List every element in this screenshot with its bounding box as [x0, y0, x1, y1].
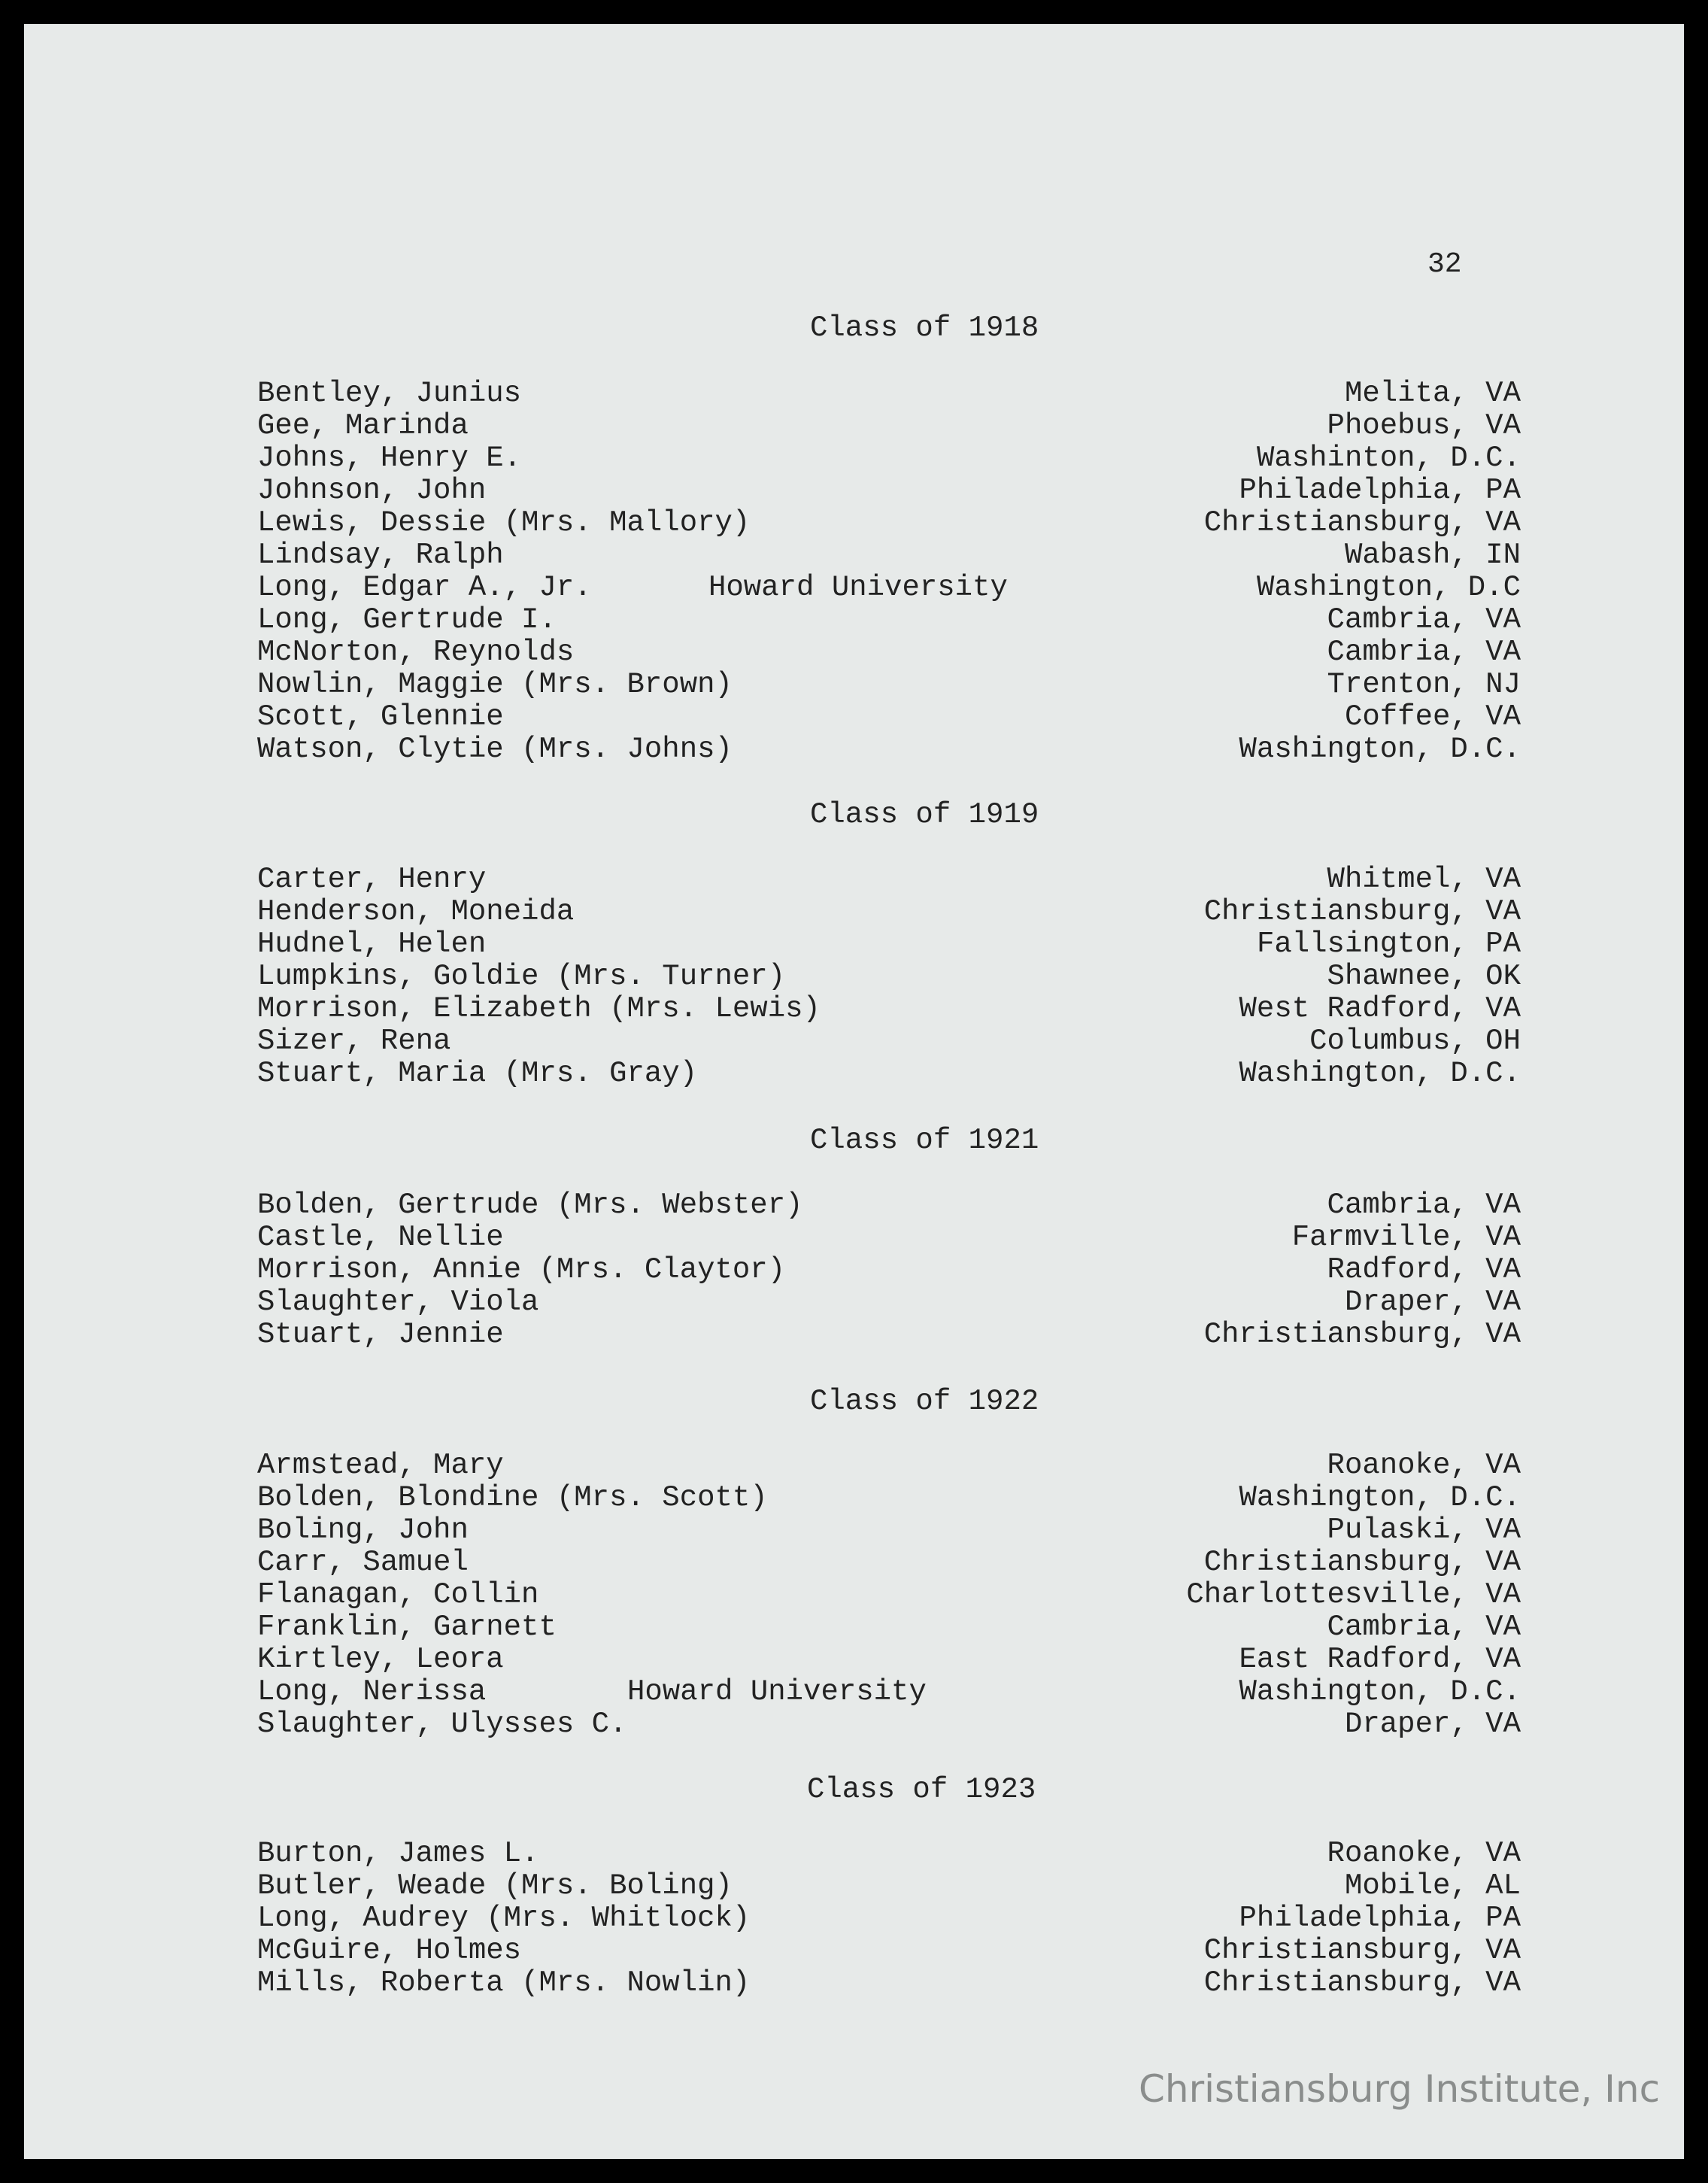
- list-item: [257, 1189, 1521, 1222]
- graduate-name: Carr, Samuel: [257, 1546, 469, 1579]
- list-item: [257, 701, 1521, 733]
- list-item: [257, 1286, 1521, 1319]
- graduate-name: Johnson, John: [257, 474, 487, 507]
- list-item: [257, 928, 1521, 961]
- section-heading: Class of 1919: [810, 798, 1039, 831]
- graduate-name: Bolden, Gertrude (Mrs. Webster): [257, 1189, 803, 1222]
- list-item: [257, 993, 1521, 1025]
- list-item: [257, 507, 1521, 539]
- graduate-location: Fallsington, PA: [1256, 928, 1521, 961]
- graduate-name: Armstead, Mary: [257, 1449, 504, 1482]
- list-item: [257, 1579, 1521, 1611]
- list-item: [257, 410, 1521, 442]
- list-item: [257, 1838, 1521, 1870]
- graduate-name: McGuire, Holmes: [257, 1934, 522, 1967]
- list-item: [257, 961, 1521, 993]
- graduate-location: Wabash, IN: [1344, 539, 1521, 572]
- list-item: [257, 1547, 1521, 1579]
- graduate-location: Whitmel, VA: [1327, 863, 1521, 896]
- graduate-name: Nowlin, Maggie (Mrs. Brown): [257, 668, 733, 701]
- section-heading: Class of 1922: [810, 1385, 1039, 1418]
- graduate-location: Charlottesville, VA: [1186, 1578, 1521, 1611]
- graduate-name: McNorton, Reynolds: [257, 636, 575, 669]
- graduate-name: Stuart, Jennie: [257, 1318, 504, 1351]
- graduate-location: Mobile, AL: [1344, 1869, 1521, 1902]
- graduate-location: East Radford, VA: [1239, 1643, 1521, 1676]
- graduate-name: Watson, Clytie (Mrs. Johns): [257, 733, 733, 766]
- graduate-name: Johns, Henry E.: [257, 442, 522, 475]
- list-item: [257, 733, 1521, 766]
- graduate-name: Bolden, Blondine (Mrs. Scott): [257, 1481, 768, 1514]
- graduate-location: West Radford, VA: [1239, 992, 1521, 1025]
- graduate-location: Cambria, VA: [1327, 603, 1521, 636]
- graduate-location: Columbus, OH: [1309, 1025, 1521, 1058]
- graduate-location: Draper, VA: [1344, 1708, 1521, 1741]
- graduate-location: Phoebus, VA: [1327, 409, 1521, 442]
- graduate-location: Christiansburg, VA: [1203, 506, 1521, 539]
- list-item: [257, 1514, 1521, 1547]
- graduate-location: Pulaski, VA: [1327, 1514, 1521, 1547]
- graduate-name: Boling, John: [257, 1514, 469, 1547]
- list-item: [257, 1644, 1521, 1676]
- graduate-location: Christiansburg, VA: [1203, 895, 1521, 928]
- graduate-location: Washington, D.C.: [1239, 733, 1521, 766]
- graduate-institution: Howard University: [627, 1675, 927, 1708]
- graduate-location: Washington, D.C: [1256, 571, 1521, 604]
- list-item: [257, 1935, 1521, 1967]
- graduate-name: Butler, Weade (Mrs. Boling): [257, 1869, 733, 1902]
- graduate-name: Hudnel, Helen: [257, 928, 487, 961]
- graduate-name: Castle, Nellie: [257, 1221, 504, 1254]
- graduate-location: Roanoke, VA: [1327, 1449, 1521, 1482]
- graduate-name: Carter, Henry: [257, 863, 487, 896]
- list-item: [257, 1319, 1521, 1351]
- graduate-location: Christiansburg, VA: [1203, 1318, 1521, 1351]
- list-item: [257, 1058, 1521, 1090]
- list-item: [257, 896, 1521, 928]
- graduate-location: Draper, VA: [1344, 1286, 1521, 1319]
- list-item: [257, 1254, 1521, 1286]
- graduate-name: Long, Gertrude I.: [257, 603, 557, 636]
- graduate-name: Bentley, Junius: [257, 377, 522, 410]
- graduate-location: Trenton, NJ: [1327, 668, 1521, 701]
- graduate-location: Philadelphia, PA: [1239, 474, 1521, 507]
- graduate-name: Lumpkins, Goldie (Mrs. Turner): [257, 960, 786, 993]
- graduate-name: Gee, Marinda: [257, 409, 469, 442]
- graduate-location: Melita, VA: [1344, 377, 1521, 410]
- graduate-name: Stuart, Maria (Mrs. Gray): [257, 1057, 698, 1090]
- graduate-location: Radford, VA: [1327, 1253, 1521, 1286]
- list-item: [257, 604, 1521, 636]
- section-heading: Class of 1923: [807, 1773, 1036, 1806]
- graduate-location: Washington, D.C.: [1239, 1675, 1521, 1708]
- graduate-location: Christiansburg, VA: [1203, 1934, 1521, 1967]
- graduate-name: Morrison, Elizabeth (Mrs. Lewis): [257, 992, 821, 1025]
- graduate-location: Christiansburg, VA: [1203, 1966, 1521, 1999]
- graduate-name: Lewis, Dessie (Mrs. Mallory): [257, 506, 751, 539]
- graduate-name: Henderson, Moneida: [257, 895, 575, 928]
- page-number: 32: [1427, 248, 1462, 281]
- graduate-location: Cambria, VA: [1327, 1189, 1521, 1222]
- list-item: [257, 1611, 1521, 1644]
- list-item: [257, 864, 1521, 896]
- graduate-name: Kirtley, Leora: [257, 1643, 504, 1676]
- list-item: [257, 1222, 1521, 1254]
- graduate-institution: Howard University: [708, 571, 1008, 604]
- list-item: [257, 1967, 1521, 1999]
- graduate-location: Farmville, VA: [1291, 1221, 1521, 1254]
- list-item: [257, 475, 1521, 507]
- list-item: [257, 636, 1521, 669]
- section-heading: Class of 1918: [810, 311, 1039, 345]
- section-heading: Class of 1921: [810, 1124, 1039, 1157]
- graduate-name: Slaughter, Ulysses C.: [257, 1708, 627, 1741]
- list-item: [257, 1025, 1521, 1058]
- graduate-location: Philadelphia, PA: [1239, 1902, 1521, 1935]
- graduate-name: Mills, Roberta (Mrs. Nowlin): [257, 1966, 751, 1999]
- graduate-name: Sizer, Rena: [257, 1025, 451, 1058]
- graduate-location: Shawnee, OK: [1327, 960, 1521, 993]
- document-page: [24, 24, 1684, 2159]
- graduate-name: Slaughter, Viola: [257, 1286, 539, 1319]
- graduate-name: Long, Nerissa: [257, 1675, 487, 1708]
- list-item: [257, 1482, 1521, 1514]
- graduate-name: Franklin, Garnett: [257, 1611, 557, 1644]
- graduate-location: Christiansburg, VA: [1203, 1546, 1521, 1579]
- list-item: [257, 1450, 1521, 1482]
- graduate-name: Burton, James L.: [257, 1837, 539, 1870]
- list-item: [257, 378, 1521, 410]
- list-item: [257, 572, 1521, 604]
- graduate-name: Flanagan, Collin: [257, 1578, 539, 1611]
- list-item: [257, 1870, 1521, 1902]
- list-item: [257, 1708, 1521, 1741]
- graduate-location: Washinton, D.C.: [1256, 442, 1521, 475]
- graduate-name: Morrison, Annie (Mrs. Claytor): [257, 1253, 786, 1286]
- graduate-location: Roanoke, VA: [1327, 1837, 1521, 1870]
- graduate-name: Long, Audrey (Mrs. Whitlock): [257, 1902, 751, 1935]
- graduate-name: Scott, Glennie: [257, 700, 504, 733]
- list-item: [257, 442, 1521, 475]
- graduate-name: Long, Edgar A., Jr.: [257, 571, 592, 604]
- list-item: [257, 1902, 1521, 1935]
- list-item: [257, 1676, 1521, 1708]
- list-item: [257, 669, 1521, 701]
- graduate-location: Cambria, VA: [1327, 636, 1521, 669]
- graduate-location: Coffee, VA: [1344, 700, 1521, 733]
- list-item: [257, 539, 1521, 572]
- graduate-location: Washington, D.C.: [1239, 1481, 1521, 1514]
- graduate-location: Cambria, VA: [1327, 1611, 1521, 1644]
- watermark-text: Christiansburg Institute, Inc: [1139, 2067, 1661, 2111]
- graduate-location: Washington, D.C.: [1239, 1057, 1521, 1090]
- graduate-name: Lindsay, Ralph: [257, 539, 504, 572]
